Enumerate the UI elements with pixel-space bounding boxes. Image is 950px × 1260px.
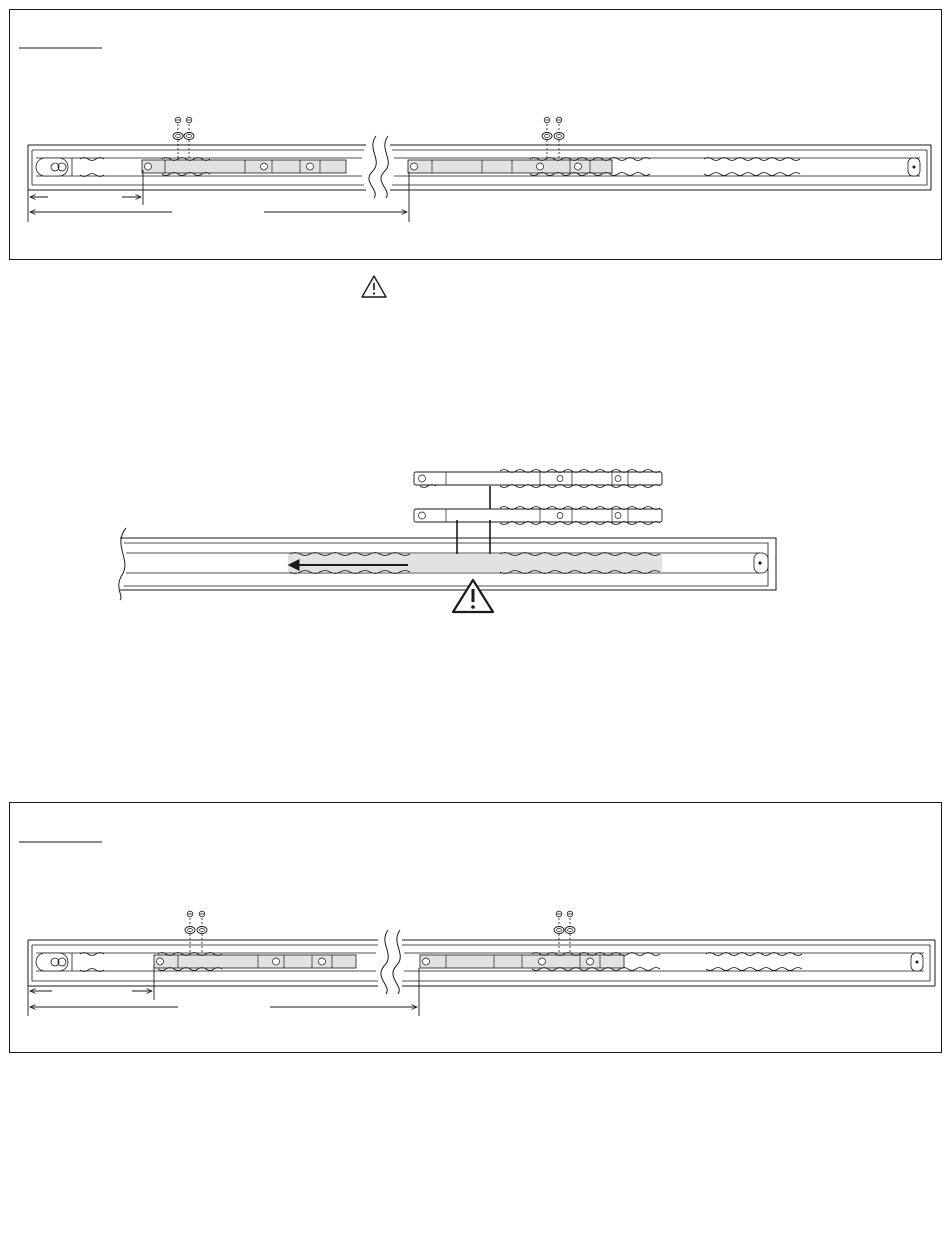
screw-group-top-right (542, 117, 564, 158)
screw-icon (554, 117, 564, 158)
slider-part-lower (414, 507, 662, 525)
screw-icon (565, 911, 575, 953)
warning-icon-small (362, 276, 386, 297)
screw-icon (173, 117, 183, 158)
carriage-top-left (142, 158, 346, 176)
screw-icon (554, 911, 564, 953)
panel-top-frame (10, 10, 942, 260)
carriage-bottom-right (420, 953, 802, 971)
carriage-top-right (408, 158, 800, 176)
panel-bottom-frame (10, 803, 942, 1053)
carriage-bottom-left (154, 953, 356, 971)
slider-part-upper (414, 470, 662, 488)
screw-icon (542, 117, 552, 158)
warning-icon-large (453, 580, 493, 612)
screw-group-bottom-right (554, 911, 575, 953)
screw-group-bottom-left (185, 911, 207, 953)
dimension-lines-bottom (28, 965, 419, 1016)
screw-icon (184, 117, 194, 158)
screw-icon (197, 911, 207, 953)
dimension-lines-top (28, 170, 409, 222)
panel-bottom (10, 803, 942, 1053)
assembly-middle (119, 470, 776, 613)
rail-middle (119, 528, 776, 600)
break-mark-top (366, 136, 390, 198)
break-mark-bottom (378, 930, 402, 994)
screw-group-top-left (173, 117, 194, 158)
panel-top (10, 10, 942, 260)
screw-icon (185, 911, 195, 953)
